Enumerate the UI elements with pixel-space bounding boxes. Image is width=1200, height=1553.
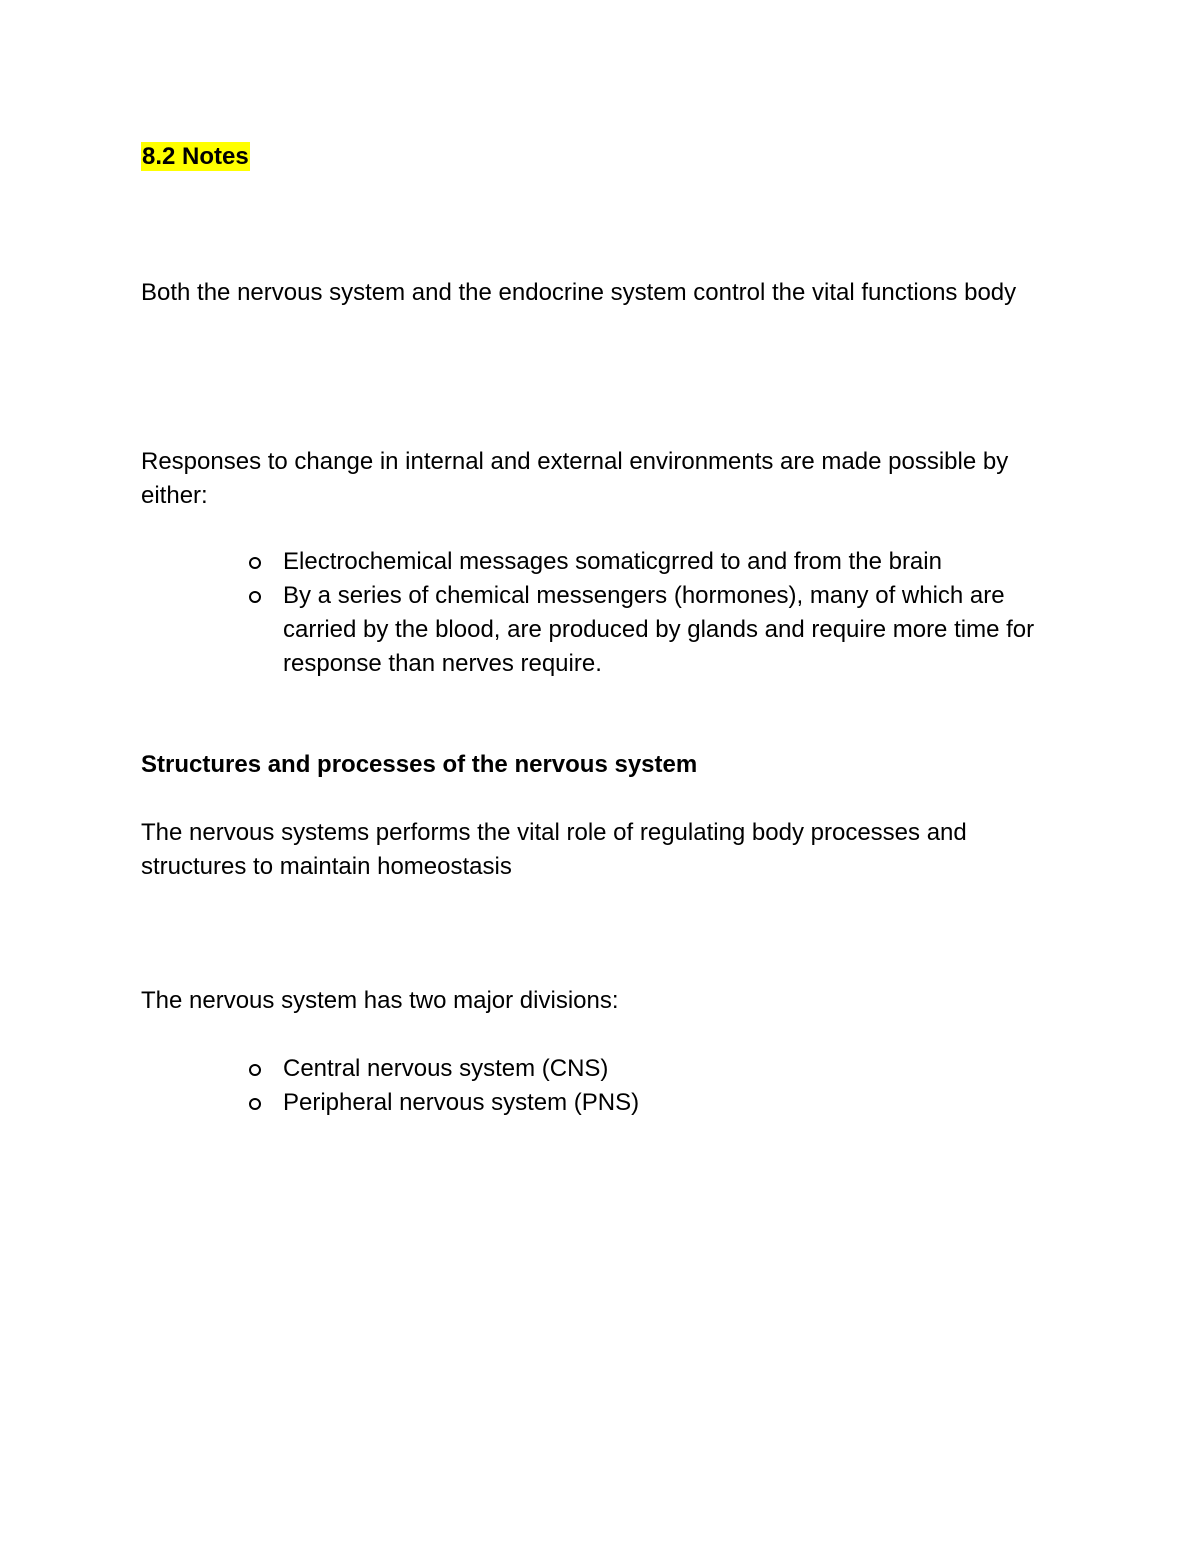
- list-item-text: Peripheral nervous system (PNS): [283, 1089, 640, 1116]
- section-heading: Structures and processes of the nervous system: [141, 751, 698, 778]
- paragraph-divisions: The nervous system has two major divisions:: [141, 987, 619, 1014]
- list-item-text: By a series of chemical messengers (hormones), many of which are carried by the blood, are produced by glands and require more time for response than nerves require.: [283, 582, 1035, 677]
- hollow-circle-bullet-icon: [249, 1064, 261, 1076]
- hollow-circle-bullet-icon: [249, 1098, 261, 1110]
- hollow-circle-bullet-icon: [249, 557, 261, 569]
- title-highlight: 8.2 Notes: [142, 143, 249, 170]
- list-item-text: Electrochemical messages somaticgrred to and from the brain: [283, 548, 942, 575]
- divisions-list: [283, 1052, 1073, 1120]
- list-item-text: Central nervous system (CNS): [283, 1055, 609, 1082]
- list-item: [283, 1052, 1073, 1086]
- responses-list: [283, 545, 1073, 681]
- paragraph-regulation: The nervous systems performs the vital role of regulating body processes and structures to maintain homeostasis: [141, 819, 967, 880]
- hollow-circle-bullet-icon: [249, 591, 261, 603]
- paragraph-responses: Responses to change in internal and external environments are made possible by either:: [141, 448, 1009, 509]
- list-item: [283, 545, 1073, 579]
- list-item: [283, 579, 1073, 681]
- paragraph-control: Both the nervous system and the endocrine system control the vital functions body: [141, 279, 1017, 306]
- list-item: [283, 1086, 1073, 1120]
- page-title: [141, 141, 250, 173]
